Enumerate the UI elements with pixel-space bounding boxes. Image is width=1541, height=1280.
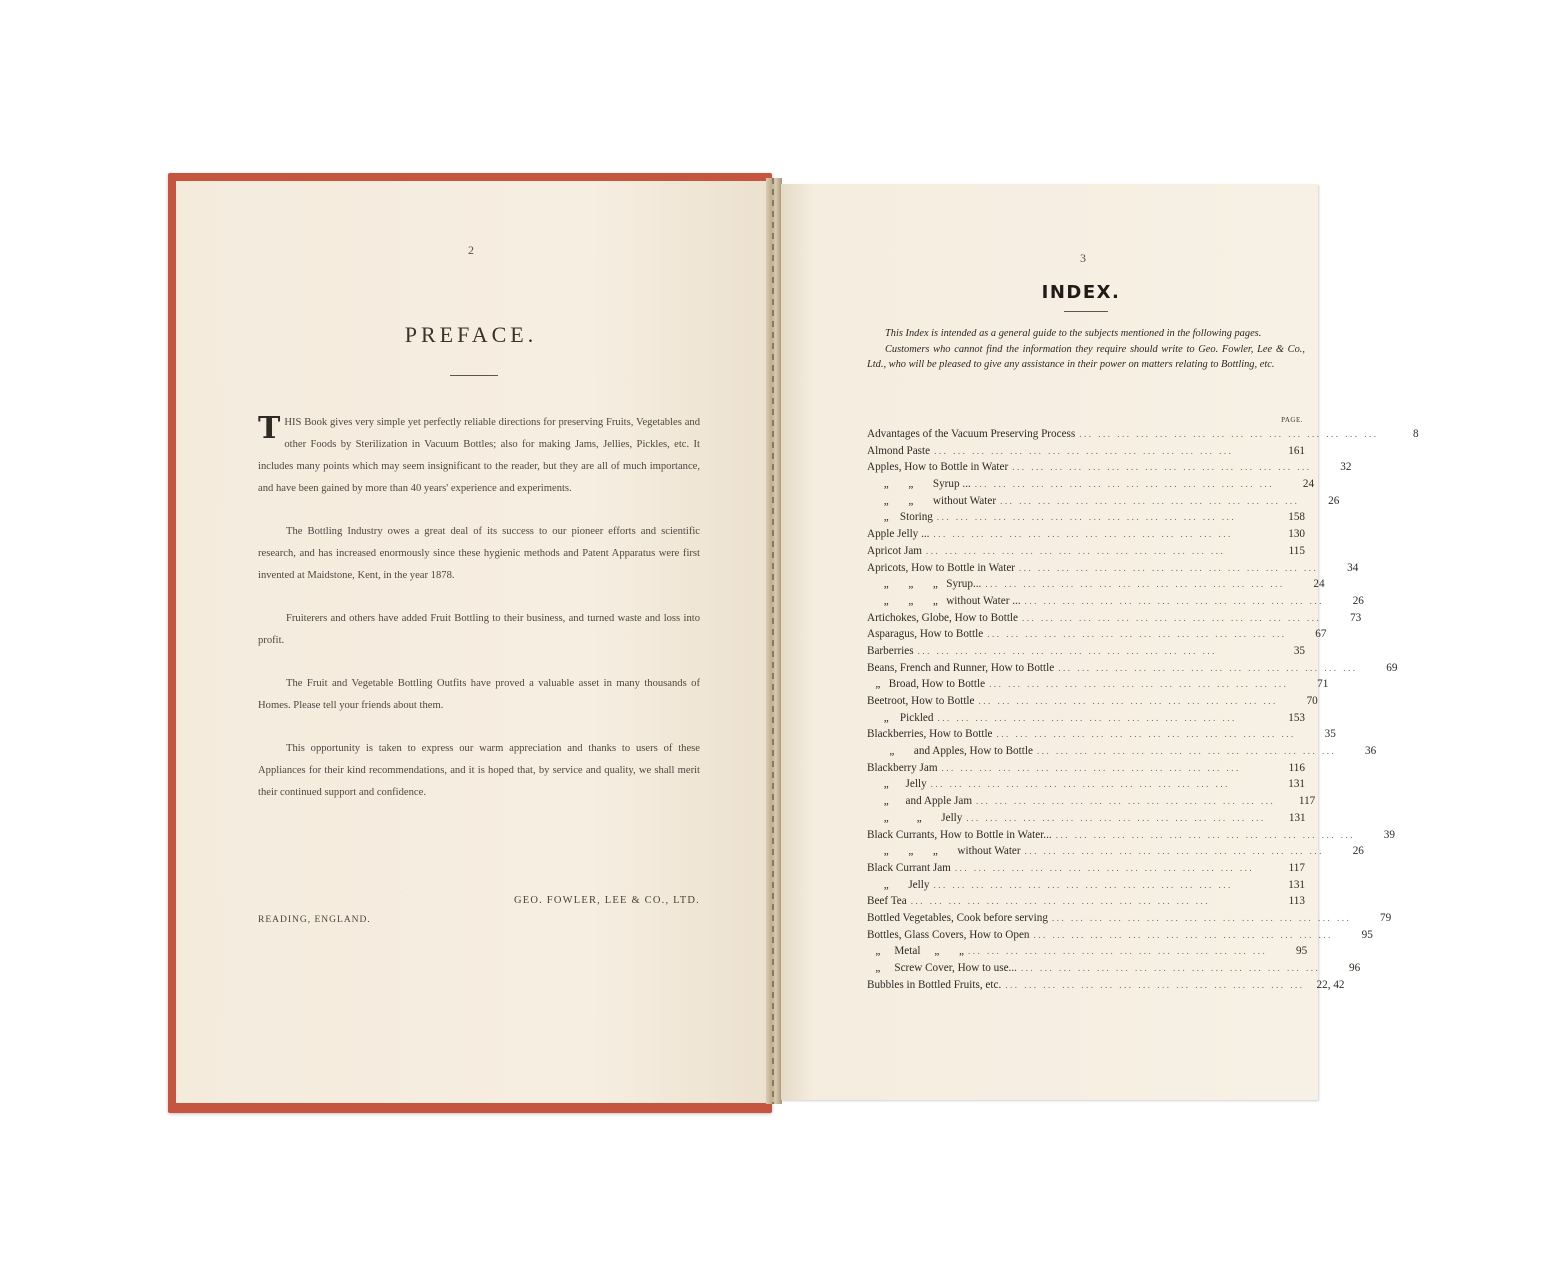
leader-dots: ... ... ... ... ... ... ... ... ... ... ... ... ... ... ... ...: [966, 812, 1266, 823]
leader-dots: ... ... ... ... ... ... ... ... ... ... ... ... ... ... ... ...: [1051, 912, 1352, 923]
leader-dots: ... ... ... ... ... ... ... ... ... ... ... ... ... ... ... ...: [985, 579, 1285, 590]
index-entry-label: „ „ „ without Water ...: [867, 594, 1021, 607]
leader-dots: ... ... ... ... ... ... ... ... ... ... ... ... ... ... ... ...: [978, 696, 1278, 706]
right-page-number: 3: [1080, 251, 1086, 265]
index-entry-label: „ and Apple Jam: [867, 795, 973, 808]
index-entry-page: 39: [1383, 828, 1395, 841]
index-entry: [867, 977, 1345, 994]
index-entry: [867, 660, 1398, 677]
leader-dots: ... ... ... ... ... ... ... ... ... ... ... ... ... ... ... ...: [941, 762, 1241, 773]
publisher-signature: GEO. FOWLER, LEE & CO., LTD.: [513, 895, 700, 906]
index-entry: [867, 643, 1305, 660]
index-entry-label: „ „ „ Syrup...: [867, 578, 982, 591]
index-intro-paragraph: This Index is intended as a general guide to the subjects mentioned in the following pages.: [885, 328, 1262, 339]
index-entry-label: Beef Tea: [867, 895, 907, 908]
index-entry-page: 161: [1288, 444, 1305, 457]
leader-dots: ... ... ... ... ... ... ... ... ... ... ... ... ... ... ... ...: [926, 545, 1226, 556]
index-entry-label: Apricots, How to Bottle in Water: [867, 561, 1016, 574]
index-entry-label: „ Storing: [867, 511, 933, 524]
index-entry-page: 22, 42: [1316, 978, 1345, 991]
index-entry-page: 95: [1361, 928, 1373, 941]
publisher-place: READING, ENGLAND.: [258, 915, 371, 925]
leader-dots: ... ... ... ... ... ... ... ... ... ... ... ... ... ... ... ...: [954, 862, 1255, 873]
index-entry: [867, 960, 1361, 977]
index-entry: [867, 710, 1305, 727]
index-entry: [867, 893, 1305, 910]
leader-dots: ... ... ... ... ... ... ... ... ... ... ... ... ... ... ... ...: [933, 529, 1233, 540]
index-list: [867, 426, 1419, 993]
index-entry: [867, 943, 1308, 960]
index-entry-label: Bottled Vegetables, Cook before serving: [867, 911, 1048, 924]
index-entry-page: 32: [1340, 461, 1352, 474]
index-entry-page: 131: [1288, 878, 1305, 891]
index-entry: [867, 693, 1318, 710]
index-entry-page: 113: [1288, 895, 1305, 908]
leader-dots: ... ... ... ... ... ... ... ... ... ... ... ... ... ... ... ...: [1019, 562, 1319, 573]
index-entry: [867, 860, 1305, 877]
index-entry: [867, 726, 1336, 743]
index-entry-label: Advantages of the Vacuum Preserving Process: [867, 428, 1076, 440]
index-entry: [867, 743, 1377, 760]
index-entry-label: „ „ without Water: [867, 494, 997, 507]
preface-body: [258, 412, 700, 825]
leader-dots: ... ... ... ... ... ... ... ... ... ... ... ... ... ... ... ...: [974, 479, 1275, 490]
leader-dots: ... ... ... ... ... ... ... ... ... ... ... ... ... ... ... ...: [1005, 979, 1305, 990]
index-entry-page: 24: [1302, 478, 1315, 491]
leader-dots: ... ... ... ... ... ... ... ... ... ... ... ... ... ... ... ...: [1000, 495, 1300, 506]
index-entry: [867, 927, 1373, 944]
index-entry: [867, 793, 1316, 810]
index-entry-label: „ Pickled: [867, 711, 934, 724]
leader-dots: ... ... ... ... ... ... ... ... ... ... ... ... ... ... ... ...: [930, 779, 1230, 790]
leader-dots: ... ... ... ... ... ... ... ... ... ... ... ... ... ... ... ...: [967, 946, 1268, 957]
index-entry: [867, 877, 1305, 894]
index-entry: [867, 676, 1329, 693]
leader-dots: ... ... ... ... ... ... ... ... ... ... ... ... ... ... ... ...: [1055, 829, 1355, 840]
index-entry: [867, 543, 1305, 560]
index-entry: [867, 610, 1362, 627]
leader-dots: ... ... ... ... ... ... ... ... ... ... ... ... ... ... ... ...: [1020, 963, 1321, 973]
index-entry-label: „ Jelly: [867, 878, 930, 891]
index-entry-page: 116: [1288, 761, 1305, 774]
title-rule: [450, 375, 498, 376]
index-entry-page: 71: [1317, 678, 1329, 691]
index-entry-label: „ Broad, How to Bottle: [867, 678, 986, 691]
index-entry-page: 96: [1349, 962, 1361, 974]
index-entry-label: Almond Paste: [867, 444, 931, 457]
left-page-number: 2: [468, 243, 474, 257]
index-entry-page: 153: [1288, 711, 1305, 724]
index-entry: [867, 560, 1359, 577]
index-entry-page: 34: [1347, 561, 1359, 574]
index-entry-label: „ „ Jelly: [867, 811, 963, 824]
index-entry-label: Apricot Jam: [867, 544, 922, 557]
preface-paragraph: Fruiterers and others have added Fruit Bottling to their business, and turned waste and loss into profit.: [258, 613, 700, 646]
index-entry: [867, 760, 1305, 777]
index-entry-page: 35: [1293, 644, 1305, 657]
index-entry-label: Artichokes, Globe, How to Bottle: [867, 611, 1019, 624]
index-entry: [867, 626, 1327, 643]
index-entry-page: 131: [1288, 811, 1306, 824]
index-entry: [867, 827, 1395, 844]
index-entry-label: Blackberry Jam: [867, 761, 938, 774]
index-intro: [867, 326, 1305, 373]
leader-dots: ... ... ... ... ... ... ... ... ... ... ... ... ... ... ... ...: [1079, 429, 1379, 439]
preface-paragraph: The Bottling Industry owes a great deal of its success to our pioneer efforts and scientific research, and has increased enormously since these hygienic methods and Patent Apparatus were first invented at Maidstone, Kent, in the year 1878.: [258, 526, 700, 581]
index-entry-page: 24: [1313, 578, 1325, 591]
leader-dots: ... ... ... ... ... ... ... ... ... ... ... ... ... ... ... ...: [987, 629, 1287, 640]
leader-dots: ... ... ... ... ... ... ... ... ... ... ... ... ... ... ... ...: [989, 679, 1289, 690]
leader-dots: ... ... ... ... ... ... ... ... ... ... ... ... ... ... ... ...: [1024, 846, 1324, 857]
index-entry: [867, 426, 1419, 443]
index-entry: [867, 843, 1364, 860]
index-entry-page: 117: [1288, 861, 1305, 874]
index-entry: [867, 459, 1352, 476]
page-column-label: PAGE.: [1281, 416, 1303, 424]
index-entry-page: 70: [1306, 695, 1318, 707]
index-entry-label: Black Currants, How to Bottle in Water...: [867, 828, 1052, 841]
dropcap: T: [258, 411, 281, 446]
index-entry: [867, 526, 1305, 543]
index-entry: [867, 509, 1305, 526]
leader-dots: ... ... ... ... ... ... ... ... ... ... ... ... ... ... ... ...: [936, 512, 1237, 523]
index-entry: [867, 593, 1364, 610]
leader-dots: ... ... ... ... ... ... ... ... ... ... ... ... ... ... ... ...: [1024, 595, 1324, 606]
index-entry: [867, 493, 1340, 510]
index-entry-page: 8: [1412, 428, 1419, 440]
preface-paragraph: The Fruit and Vegetable Bottling Outfits have proved a valuable asset in many thousands of Homes. Please tell your friends about them.: [258, 678, 700, 711]
preface-title: PREFACE.: [404, 322, 538, 347]
index-entry-page: 95: [1296, 945, 1308, 958]
index-entry-label: Barberries: [867, 644, 914, 657]
index-entry-page: 158: [1288, 511, 1305, 524]
leader-dots: ... ... ... ... ... ... ... ... ... ... ... ... ... ... ... ...: [1058, 662, 1358, 673]
index-entry-page: 36: [1365, 745, 1377, 758]
index-entry-page: 26: [1352, 594, 1364, 607]
preface-paragraph: THIS Book gives very simple yet perfectly reliable directions for preserving Fruits, Vegetables and other Foods by Sterilization in Vacuum Bottles; also for making Jams, Jellies, Pickles, etc. It includes many points which may seem insignificant to the reader, but they are all of much importance, and have been gained by more than 40 years' experience and experiments.: [258, 411, 700, 494]
index-entry-label: Blackberries, How to Bottle: [867, 728, 993, 741]
index-entry-page: 131: [1288, 778, 1305, 791]
leader-dots: ... ... ... ... ... ... ... ... ... ... ... ... ... ... ... ...: [933, 879, 1233, 890]
index-title: INDEX.: [1041, 282, 1121, 303]
index-entry-label: Beans, French and Runner, How to Bottle: [867, 661, 1055, 674]
index-entry-label: „ Metal „ „: [867, 945, 964, 958]
index-entry-page: 115: [1288, 544, 1305, 557]
leader-dots: ... ... ... ... ... ... ... ... ... ... ... ... ... ... ... ...: [917, 645, 1217, 656]
index-entry-label: „ and Apples, How to Bottle: [867, 745, 1033, 758]
index-entry: [867, 810, 1305, 827]
leader-dots: ... ... ... ... ... ... ... ... ... ... ... ... ... ... ... ...: [976, 796, 1276, 807]
index-entry: [867, 476, 1315, 493]
book-spine: [766, 178, 782, 1104]
index-entry-label: „ „ „ without Water: [867, 845, 1021, 858]
leader-dots: ... ... ... ... ... ... ... ... ... ... ... ... ... ... ... ...: [910, 896, 1210, 907]
index-entry-page: 69: [1386, 661, 1398, 674]
index-intro-paragraph: Customers who cannot find the information they require should write to Geo. Fowler, Lee & Co., Ltd., who will be pleased to give any assistance in their power on matters relating to Bottling, etc.: [867, 343, 1305, 371]
index-entry-label: Beetroot, How to Bottle: [867, 695, 975, 707]
leader-dots: ... ... ... ... ... ... ... ... ... ... ... ... ... ... ... ...: [1036, 746, 1337, 757]
index-entry-page: 117: [1298, 795, 1316, 808]
index-entry-page: 26: [1352, 845, 1364, 858]
leader-dots: ... ... ... ... ... ... ... ... ... ... ... ... ... ... ... ...: [996, 729, 1296, 740]
index-entry-page: 73: [1350, 611, 1362, 624]
leader-dots: ... ... ... ... ... ... ... ... ... ... ... ... ... ... ... ...: [1022, 612, 1322, 623]
index-entry-label: „ „ Syrup ...: [867, 478, 971, 491]
leader-dots: ... ... ... ... ... ... ... ... ... ... ... ... ... ... ... ...: [1012, 462, 1312, 473]
index-entry: [867, 443, 1305, 460]
leader-dots: ... ... ... ... ... ... ... ... ... ... ... ... ... ... ... ...: [934, 445, 1234, 456]
index-entry-label: Black Currant Jam: [867, 861, 951, 874]
index-entry-page: 130: [1288, 528, 1305, 541]
index-entry-label: Bottles, Glass Covers, How to Open: [867, 928, 1030, 941]
index-entry-page: 35: [1324, 728, 1336, 741]
index-entry-label: Bubbles in Bottled Fruits, etc.: [867, 978, 1002, 991]
index-entry-label: Apple Jelly ...: [867, 528, 930, 541]
index-entry: [867, 776, 1305, 793]
index-entry-label: „ Screw Cover, How to use...: [867, 962, 1017, 974]
index-entry: [867, 910, 1392, 927]
index-entry-label: Asparagus, How to Bottle: [867, 628, 984, 641]
index-entry-page: 26: [1328, 494, 1340, 507]
index-entry-page: 79: [1380, 911, 1392, 924]
index-entry-page: 67: [1315, 628, 1327, 641]
index-title-rule: [1064, 311, 1108, 312]
leader-dots: ... ... ... ... ... ... ... ... ... ... ... ... ... ... ... ...: [937, 712, 1237, 723]
index-entry: [867, 576, 1325, 593]
preface-paragraph: This opportunity is taken to express our warm appreciation and thanks to users of these Appliances for their kind recommendations, and it is hoped that, by service and quality, we shall merit their continued support and confidence.: [258, 743, 700, 798]
leader-dots: ... ... ... ... ... ... ... ... ... ... ... ... ... ... ... ...: [1033, 929, 1333, 940]
index-entry-label: „ Jelly: [867, 778, 927, 791]
index-entry-label: Apples, How to Bottle in Water: [867, 461, 1009, 474]
